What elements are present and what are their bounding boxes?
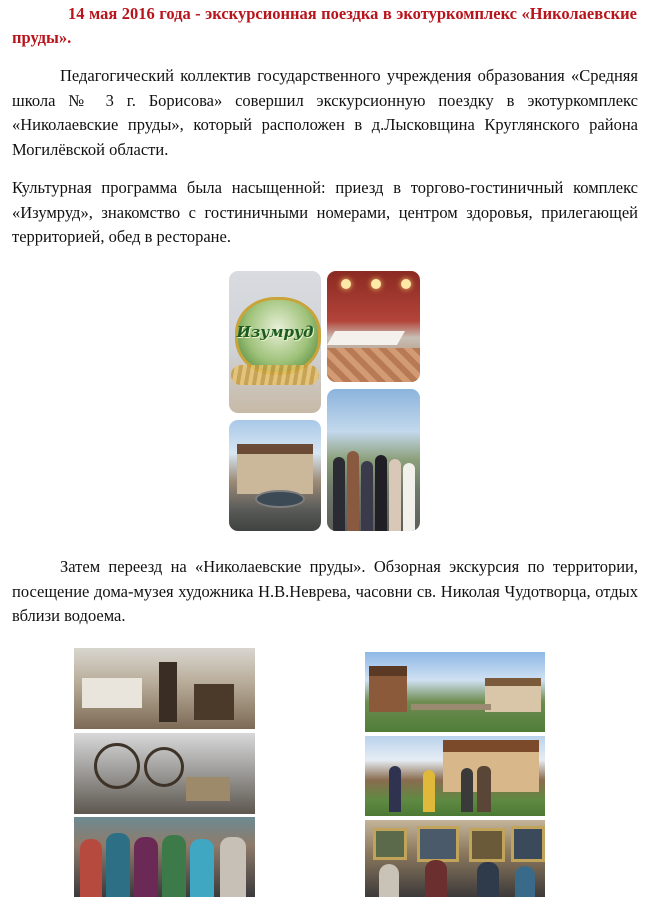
tiled-floor xyxy=(327,348,420,382)
person xyxy=(106,833,130,897)
paragraph-intro: Педагогический коллектив государственного учреждения образования «Средняя школа № 3 г. Борисова» совершил экскурсионную поездку в экотуркомплекс «Николаевские пруды», который расположен в д.Лысковщина Круглянского района Могилёвской области. xyxy=(12,66,638,159)
spinning-wheel xyxy=(94,743,140,789)
person xyxy=(347,451,359,531)
photo-izumrud-banner xyxy=(229,271,321,413)
photo-building-fountain xyxy=(229,420,321,531)
furniture xyxy=(82,678,142,708)
person xyxy=(375,455,387,531)
photo-art-gallery xyxy=(365,820,545,897)
painting xyxy=(417,826,459,862)
person xyxy=(190,839,214,897)
wheat-ornament xyxy=(231,365,319,385)
painting xyxy=(373,828,407,860)
building xyxy=(237,444,313,494)
person xyxy=(389,766,401,812)
doorway xyxy=(159,662,177,722)
person xyxy=(220,837,246,897)
lamp-icon xyxy=(401,279,411,289)
person xyxy=(333,457,345,531)
page-title: 14 мая 2016 года - экскурсионная поездка в экотуркомплекс «Николаевские пруды». xyxy=(12,4,637,47)
person xyxy=(477,862,499,897)
loom xyxy=(194,684,234,720)
person xyxy=(425,860,447,897)
spinning-wheel xyxy=(144,747,184,787)
photo-visitors-museum xyxy=(74,817,255,897)
person xyxy=(134,837,158,897)
painting xyxy=(511,826,545,862)
house xyxy=(485,678,541,712)
lamp-icon xyxy=(341,279,351,289)
banquet-table xyxy=(327,331,405,345)
painting xyxy=(469,828,505,862)
banner-word: Изумруд xyxy=(236,323,314,341)
person xyxy=(461,768,473,812)
person xyxy=(515,866,535,897)
photo-spinning-wheels xyxy=(74,733,255,814)
person xyxy=(379,864,399,897)
person xyxy=(423,770,435,812)
chest xyxy=(186,777,230,801)
person xyxy=(80,839,102,897)
photo-group-outdoors xyxy=(327,389,420,531)
person xyxy=(403,463,415,531)
house xyxy=(369,666,407,712)
person xyxy=(162,835,186,897)
paragraph-excursion: Затем переезд на «Николаевские пруды». Обзорная экскурсия по территории, посещение дома-музея художника Н.В.Неврева, часовни св. Николая Чудотворца, отдых вблизи водоема. xyxy=(12,557,638,625)
photo-village-street xyxy=(365,652,545,732)
lamp-icon xyxy=(371,279,381,289)
chapel xyxy=(443,740,539,792)
paragraph-program: Культурная программа была насыщенной: приезд в торгово-гостиничный комплекс «Изумруд», знакомство с гостиничными номерами, центром здоровья, прилегающей территорией, обед в ресторане. xyxy=(12,178,638,246)
path xyxy=(411,704,491,710)
photo-restaurant-hall xyxy=(327,271,420,382)
photo-chapel-group xyxy=(365,736,545,816)
photo-museum-interior xyxy=(74,648,255,729)
fountain xyxy=(255,490,305,508)
person xyxy=(361,461,373,531)
person xyxy=(477,766,491,812)
person xyxy=(389,459,401,531)
